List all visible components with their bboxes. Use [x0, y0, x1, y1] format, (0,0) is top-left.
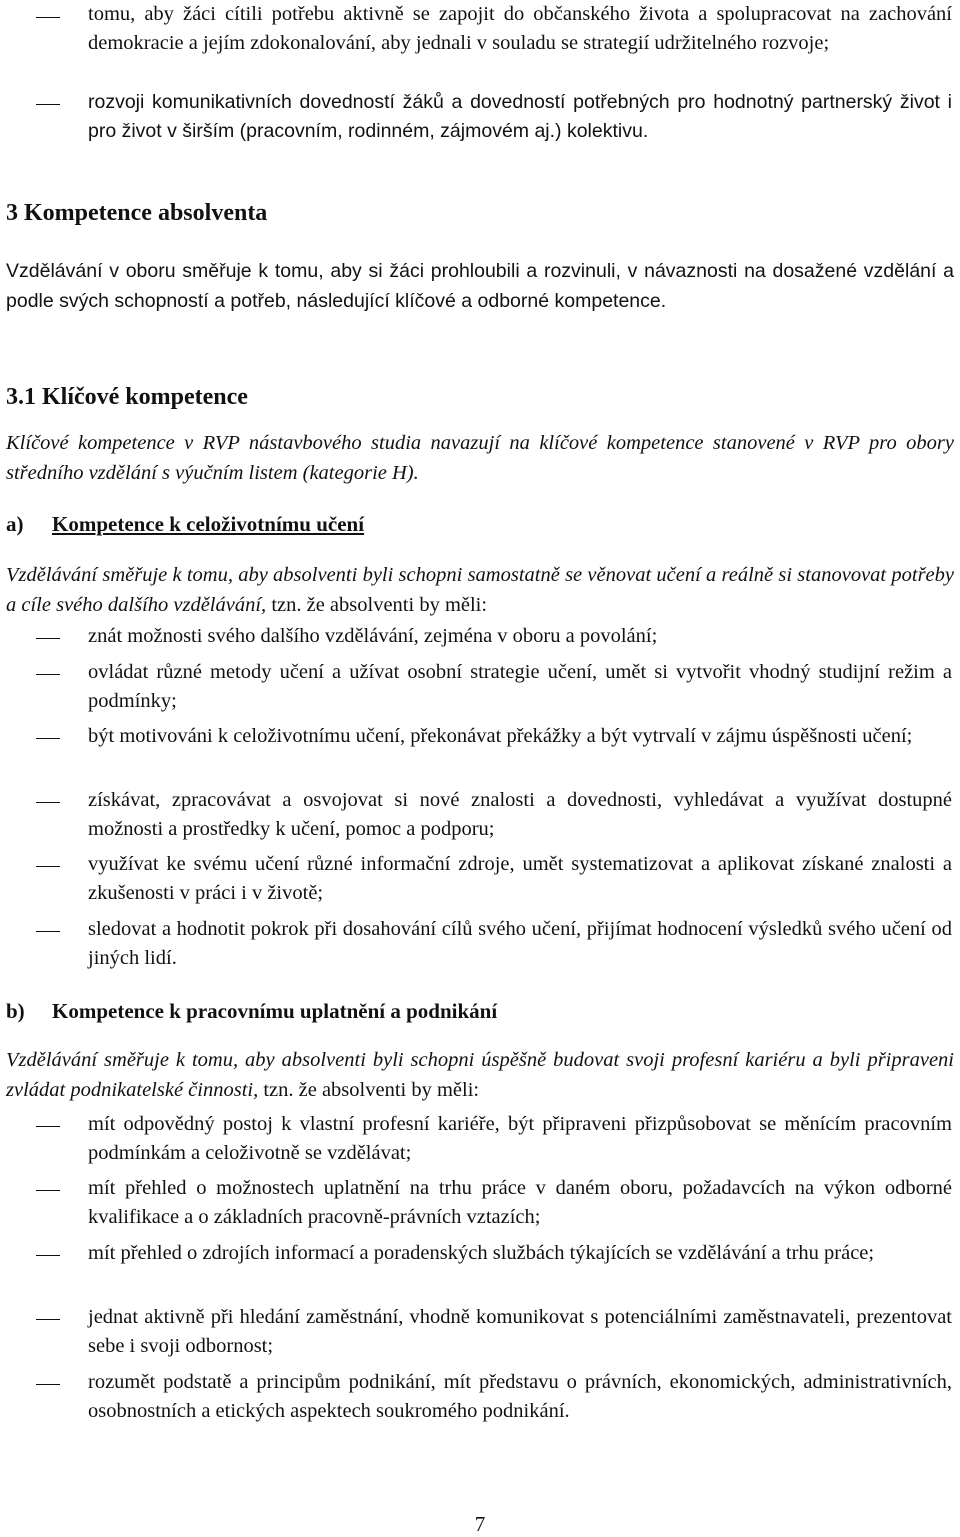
intro-plain: tzn. že absolventi by měli: — [266, 594, 488, 616]
page-number: 7 — [474, 1512, 486, 1536]
list-item: ovládat různé metody učení a užívat osobní strategie učení, umět si vytvořit vhodný studijní režim a podmínky; — [88, 661, 952, 712]
dash-bullet-icon — [36, 104, 60, 105]
dash-bullet-icon — [36, 638, 60, 639]
dash-bullet-icon — [36, 17, 60, 18]
list-item: rozumět podstatě a principům podnikání, mít představu o právních, ekonomických, administrativních, osobnostních a etických aspektech soukromého podnikání. — [88, 1371, 952, 1422]
list-item: znát možnosti svého dalšího vzdělávání, zejména v oboru a povolání; — [88, 625, 658, 647]
dash-bullet-icon — [36, 1319, 60, 1320]
intro-plain: tzn. že absolventi by měli: — [258, 1079, 480, 1101]
competence-title: Kompetence k celoživotnímu učení — [52, 512, 365, 536]
list-item: sledovat a hodnotit pokrok při dosahování cílů svého učení, přijímat hodnocení výsledků svého učení od jiných lidí. — [88, 918, 952, 969]
competence-letter: a) — [6, 512, 24, 536]
competence-heading-a — [6, 512, 364, 537]
top-bullet-item: tomu, aby žáci cítili potřebu aktivně se zapojit do občanského života a spolupracovat na zachování demokracie a jejím zdokonalování, aby jednali v souladu se strategií udržitelného rozvoje; — [88, 3, 952, 54]
dash-bullet-icon — [36, 866, 60, 867]
subsection-heading: 3.1 Klíčové kompetence — [6, 384, 248, 410]
competence-heading-b — [6, 999, 497, 1024]
list-item: mít přehled o možnostech uplatnění na trhu práce v daném oboru, požadavcích na výkon odborné kvalifikace a o základních pracovně-právních vztazích; — [88, 1177, 952, 1228]
dash-bullet-icon — [36, 802, 60, 803]
dash-bullet-icon — [36, 1190, 60, 1191]
competence-title: Kompetence k pracovnímu uplatnění a podnikání — [52, 999, 498, 1023]
dash-bullet-icon — [36, 931, 60, 932]
list-item: jednat aktivně při hledání zaměstnání, vhodně komunikovat s potenciálními zaměstnavateli, prezentovat sebe i svoji odbornost; — [88, 1306, 952, 1357]
list-item: mít odpovědný postoj k vlastní profesní kariéře, být připraveni přizpůsobovat se měnícím pracovním podmínkám a celoživotně se vzdělávat; — [88, 1113, 952, 1164]
dash-bullet-icon — [36, 674, 60, 675]
dash-bullet-icon — [36, 1255, 60, 1256]
competence-intro-a — [6, 560, 954, 620]
list-item: mít přehled o zdrojích informací a poradenských službách týkajících se vzdělávání a trhu práce; — [88, 1242, 875, 1264]
subsection-paragraph: Klíčové kompetence v RVP nástavbového studia navazují na klíčové kompetence stanovené v RVP pro obory středního vzdělání s výučním listem (kategorie H). — [6, 432, 954, 484]
intro-italic: Vzdělávání směřuje k tomu, aby absolventi byli schopni úspěšně budovat svoji profesní kariéru a byli připraveni zvládat podnikatelské činnosti, — [6, 1049, 954, 1101]
section-heading: 3 Kompetence absolventa — [6, 200, 268, 226]
section-paragraph: Vzdělávání v oboru směřuje k tomu, aby si žáci prohloubili a rozvinuli, v návaznosti na dosažené vzdělání a podle svých schopností a potřeb, následující klíčové a odborné kompetence. — [6, 260, 954, 312]
list-item: být motivováni k celoživotnímu učení, překonávat překážky a být vytrvalí v zájmu úspěšnosti učení; — [88, 725, 913, 747]
list-item: využívat ke svému učení různé informační zdroje, umět systematizovat a aplikovat získané znalosti a zkušenosti v práci i v životě; — [88, 853, 952, 904]
dash-bullet-icon — [36, 738, 60, 739]
list-item: získávat, zpracovávat a osvojovat si nové znalosti a dovednosti, vyhledávat a využívat dostupné možnosti a prostředky k učení, pomoc a podporu; — [88, 789, 952, 840]
dash-bullet-icon — [36, 1126, 60, 1127]
dash-bullet-icon — [36, 1384, 60, 1385]
competence-letter: b) — [6, 999, 25, 1023]
top-bullet-item: rozvoji komunikativních dovedností žáků a dovedností potřebných pro hodnotný partnerský život i pro život v širším (pracovním, rodinném, zájmovém aj.) kolektivu. — [88, 91, 952, 142]
competence-intro-b — [6, 1045, 954, 1105]
intro-italic: Vzdělávání směřuje k tomu, aby absolventi byli schopni samostatně se věnovat učení a reálně si stanovovat potřeby a cíle svého dalšího vzdělávání, — [6, 564, 954, 616]
